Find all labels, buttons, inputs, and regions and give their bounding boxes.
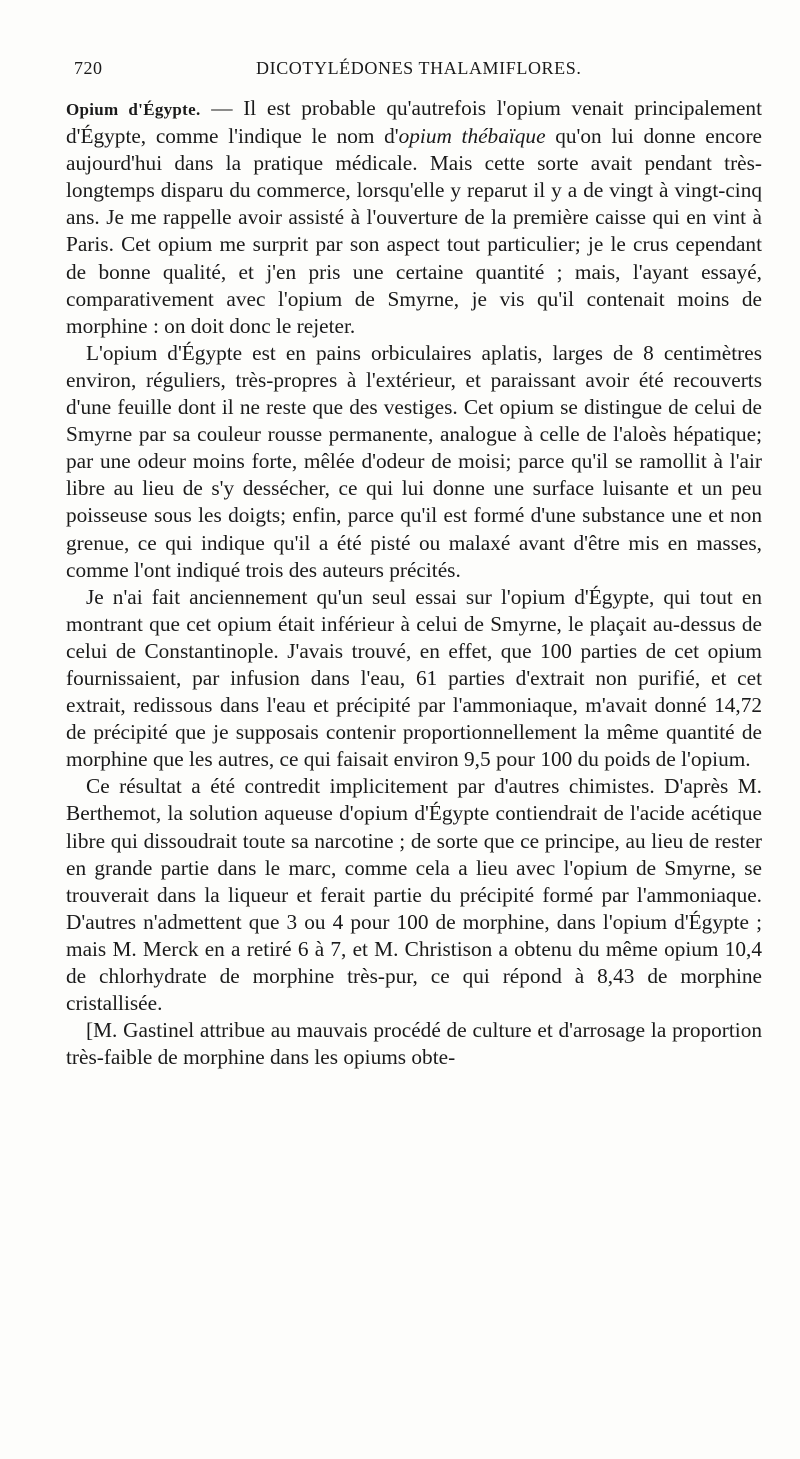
body-text: [66, 95, 762, 1071]
page-header: [74, 58, 594, 88]
section-lead-title: Opium d'Égypte.: [66, 100, 201, 119]
emphasis-term: opium thébaïque: [398, 124, 546, 149]
paragraph-description: L'opium d'Égypte est en pains orbiculaires aplatis, larges de 8 centimètres environ, réguliers, très-propres à l'extérieur, et paraissant avoir été recouverts d'une feuille dont il ne reste que des vestiges. Cet opium se distingue de celui de Smyrne par sa couleur rousse permanente, analogue à celle de l'aloès hépatique; par une odeur moins forte, mêlée d'odeur de moisi; parce qu'il se ramollit à l'air libre au lieu de s'y dessécher, ce qui lui donne une surface luisante et un peu poisseuse sous les doigts; enfin, parce qu'il est formé d'une substance une et non grenue, ce qui indique qu'il a été pisté ou malaxé avant d'être mis en masses, comme l'ont indiqué trois des auteurs précités.: [66, 340, 762, 582]
running-head: DICOTYLÉDONES THALAMIFLORES.: [256, 58, 582, 78]
paragraph-gastinel: [M. Gastinel attribue au mauvais procédé de culture et d'arrosage la proportion très-faible de morphine dans les opiums obte-: [66, 1018, 762, 1070]
paragraph-opium-egypte: Opium d'Égypte. — Il est probable qu'autrefois l'opium venait principalement d'Égypte, comme l'indique le nom d'opium thébaïque qu'on lui donne encore aujourd'hui dans la pratique médicale. Mais cette sorte avait pendant très-longtemps disparu du commerce, lorsqu'elle y reparut il y a de vingt à vingt-cinq ans. Je me rappelle avoir assisté à l'ouverture de la première caisse qui en vint à Paris. Cet opium me surprit par son aspect tout particulier; je le crus cependant de bonne qualité, et j'en pris une certaine quantité ; mais, l'ayant essayé, comparativement avec l'opium de Smyrne, je vis qu'il contenait moins de morphine : on doit donc le rejeter.: [66, 96, 762, 338]
page-number: 720: [74, 58, 103, 78]
paragraph-essai: Je n'ai fait anciennement qu'un seul essai sur l'opium d'Égypte, qui tout en montrant que cet opium était inférieur à celui de Smyrne, le plaçait au-dessus de celui de Constantinople. J'avais trouvé, en effet, que 100 parties de cet opium fournissaient, par infusion dans l'eau, 61 parties d'extrait non purifié, et cet extrait, redissous dans l'eau et précipité par l'ammoniaque, m'avait donné 14,72 de précipité que je supposais contenir proportionnellement la même quantité de morphine que les autres, ce qui faisait environ 9,5 pour 100 du poids de l'opium.: [66, 584, 762, 772]
paragraph-resultat: Ce résultat a été contredit implicitement par d'autres chimistes. D'après M. Berthemot, la solution aqueuse d'opium d'Égypte contiendrait de l'acide acétique libre qui dissoudrait toute sa narcotine ; de sorte que ce principe, au lieu de rester en grande partie dans le marc, comme cela a lieu avec l'opium de Smyrne, se trouverait dans la liqueur et ferait partie du précipité formé par l'ammoniaque. D'autres n'admettent que 3 ou 4 pour 100 de morphine, dans l'opium d'Égypte ; mais M. Merck en a retiré 6 à 7, et M. Christison a obtenu du même opium 10,4 de chlorhydrate de morphine très-pur, ce qui répond à 8,43 de morphine cristallisée.: [66, 774, 762, 1016]
